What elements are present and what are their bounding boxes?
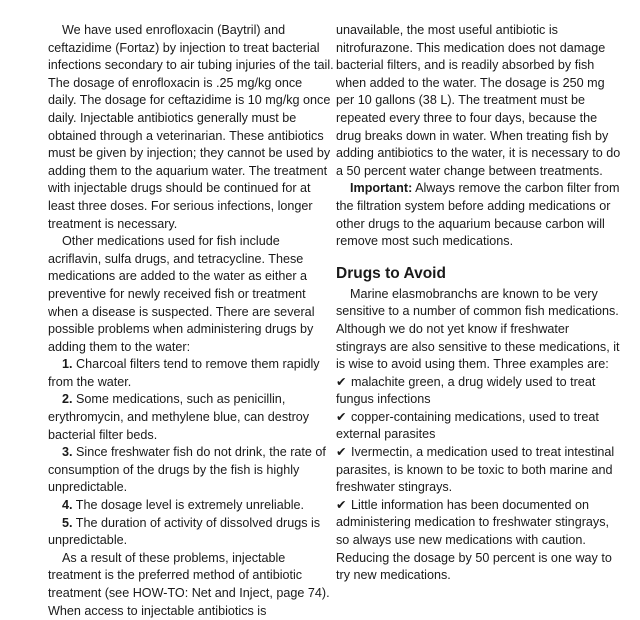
paragraph: Marine elasmobranchs are known to be very sensitive to a number of common fish medications. Although we do not yet know if freshwater stingrays are also sensitive to these medications, it is wise to avoid using them. Three examples are: <box>336 286 620 372</box>
paragraph: Other medications used for fish include acriflavin, sulfa drugs, and tetracycline. These medications are added to the water as either a preventive for newly received fish or treatment when a disease is suspected. There are several possible problems when administering drugs by adding them to the water: <box>48 234 315 354</box>
paragraph: unavailable, the most useful antibiotic is nitrofurazone. This medication does not damage bacterial filters, and is readily absorbed by fish when added to the water. The dosage is 250 mg per 10 gallons (38 L). The treatment must be repeated every three to four days, because the drug breaks down in water. When treating fish by adding antibiotics to the water, it is necessary to do a 50 percent water change between treatments. <box>336 23 621 178</box>
checklist-item <box>336 409 622 444</box>
section-heading: Drugs to Avoid <box>336 264 446 282</box>
checkmark-icon: ✔ <box>336 445 347 460</box>
item-number: 2. <box>62 392 73 407</box>
checklist-item <box>336 444 622 497</box>
important-text: Always remove the carbon filter from the filtration system before adding medications or other drugs to the aquarium because carbon will remove most such medications. <box>336 181 620 249</box>
item-number: 1. <box>62 357 73 372</box>
item-number: 5. <box>62 515 73 530</box>
checkmark-icon: ✔ <box>336 497 347 512</box>
item-text: The duration of activity of dissolved drugs is unpredictable. <box>48 515 321 548</box>
numbered-item-3 <box>48 444 334 497</box>
important-note <box>336 180 622 250</box>
checklist-text: Ivermectin, a medication used to treat intestinal parasites, is known to be toxic to both marine and freshwater stingrays. <box>336 445 615 495</box>
right-column <box>336 22 622 585</box>
item-text: The dosage level is extremely unreliable. <box>75 498 305 513</box>
item-text: Since freshwater fish do not drink, the rate of consumption of the drugs by the fish is highly unpredictable. <box>48 445 326 495</box>
checkmark-icon: ✔ <box>336 374 347 389</box>
left-column <box>48 22 334 620</box>
item-text: Charcoal filters tend to remove them rapidly from the water. <box>48 357 320 389</box>
numbered-item-1 <box>48 356 334 391</box>
item-number: 4. <box>62 498 73 513</box>
checklist-text: malachite green, a drug widely used to treat fungus infections <box>336 374 596 407</box>
paragraph: As a result of these problems, injectable treatment is the preferred method of antibiotic treatment (see HOW-TO: Net and Inject, page 74). When access to injectable antibiotics is <box>48 550 330 618</box>
numbered-item-4 <box>48 497 334 515</box>
numbered-item-5 <box>48 515 334 550</box>
checklist-item <box>336 497 622 585</box>
important-label: Important: <box>350 181 413 196</box>
checkmark-icon: ✔ <box>336 409 347 424</box>
paragraph: We have used enrofloxacin (Baytril) and ceftazidime (Fortaz) by injection to treat bacterial infections secondary to air tubing injuries of the tail. The dosage of enrofloxacin is .25 mg/kg once daily. The dosage for ceftazidime is 10 mg/kg once daily. Injectable antibiotics generally must be obtained through a veterinarian. These antibiotics must be given by injection; they cannot be used by adding them to the aquarium water. The treatment with injectable drugs should be continued for at least three doses. For serious infections, longer treatment is necessary. <box>48 23 334 231</box>
item-number: 3. <box>62 445 73 460</box>
numbered-item-2 <box>48 391 334 444</box>
checklist-text: Little information has been documented on administering medication to freshwater stingrays, so always use new medications with caution. Reducing the dosage by 50 percent is one way to try new medications. <box>336 497 612 583</box>
checklist-item <box>336 374 622 409</box>
item-text: Some medications, such as penicillin, erythromycin, and methylene blue, can destroy bacterial filter beds. <box>48 392 310 442</box>
checklist-text: copper-containing medications, used to treat external parasites <box>336 409 599 442</box>
